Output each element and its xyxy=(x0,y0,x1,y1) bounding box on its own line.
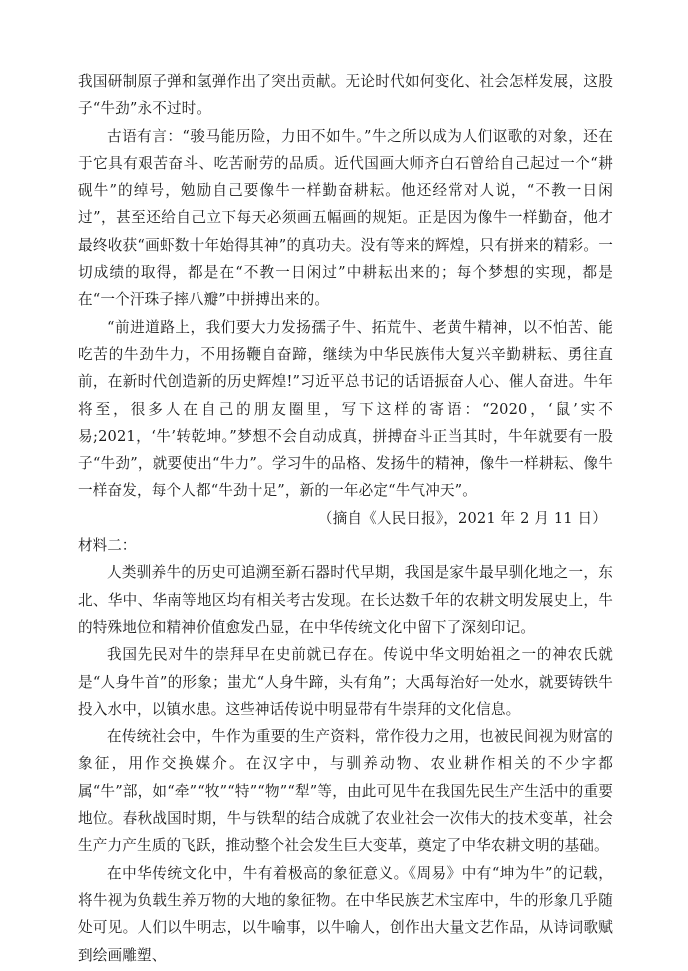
paragraph-ancestor-worship: 我国先民对牛的崇拜早在史前就已存在。传说中华文明始祖之一的神农氏就是“人身牛首”的形象；蚩尤“人身牛蹄，头有角”；大禹每治好一处水，就要铸铁牛投入水中，以镇水患。这些神话传说中明显带有牛崇拜的文化信息。 xyxy=(78,646,613,718)
paragraph-traditional-society: 在传统社会中，牛作为重要的生产资料，常作役力之用，也被民间视为财富的象征，用作交换媒介。在汉字中，与驯养动物、农业耕作相关的不少字都属“牛”部，如“牵”“牧”“特”“物”“犁”等，由此可见牛在我国先民生产生活中的重要地位。春秋战国时期，牛与铁犁的结合成就了农业社会一次伟大的技术变革，社会生产力产生质的飞跃，推动整个社会发生巨大变革，奠定了中华农耕文明的基础。 xyxy=(78,728,613,855)
document-page xyxy=(78,68,613,969)
section-heading: 材料二： xyxy=(78,537,137,555)
paragraph-domestication: 人类驯养牛的历史可追溯至新石器时代早期，我国是家牛最早驯化地之一，东北、华中、华南等地区均有相关考古发现。在长达数千年的农耕文明发展史上，牛的特殊地位和精神价值愈发凸显，在中华传统文化中留下了深刻印记。 xyxy=(78,564,613,636)
paragraph-continuation: 我国研制原子弹和氢弹作出了突出贡献。无论时代如何变化、社会怎样发展，这股子“牛劲”永不过时。 xyxy=(78,73,613,118)
source-citation: （摘自《人民日报》，2021 年 2 月 11 日） xyxy=(317,509,607,527)
paragraph-symbolism: 在中华传统文化中，牛有着极高的象征意义。《周易》中有“坤为牛”的记载，将牛视为负载生养万物的大地的象征物。在中华民族艺术宝库中，牛的形象几乎随处可见。人们以牛明志，以牛喻事，以牛喻人，创作出大量文艺作品，从诗词歌赋到绘画雕塑、 xyxy=(78,864,613,964)
paragraph-qi-baishi: 古语有言：“骏马能历险，力田不如牛。”牛之所以成为人们讴歌的对象，还在于它具有艰苦奋斗、吃苦耐劳的品质。近代国画大师齐白石曾给自己起过一个“耕砚牛”的绰号，勉励自己要像牛一样勤奋耕耘。他还经常对人说，“不教一日闲过”，甚至还给自己立下每天必须画五幅画的规矩。正是因为像牛一样勤奋，他才最终收获“画虾数十年始得其神”的真功夫。没有等来的辉煌，只有拼来的精彩。一切成绩的取得，都是在“不教一日闲过”中耕耘出来的；每个梦想的实现，都是在“一个汗珠子摔八瓣”中拼搏出来的。 xyxy=(78,127,613,309)
paragraph-ox-spirit: “前进道路上，我们要大力发扬孺子牛、拓荒牛、老黄牛精神，以不怕苦、能吃苦的牛劲牛力，不用扬鞭自奋蹄，继续为中华民族伟大复兴辛勤耕耘、勇往直前，在新时代创造新的历史辉煌!”习近平总书记的话语振奋人心、催人奋进。牛年将至，很多人在自己的朋友圈里，写下这样的寄语：“2020，‘鼠’实不易;2021，‘牛’转乾坤。”梦想不会自动成真，拼搏奋斗正当其时，牛年就要有一股子“牛劲”，就要使出“牛力”。学习牛的品格、发扬牛的精神，像牛一样耕耘、像牛一样奋发，每个人都“牛劲十足”，新的一年必定“牛气冲天”。 xyxy=(78,318,613,500)
